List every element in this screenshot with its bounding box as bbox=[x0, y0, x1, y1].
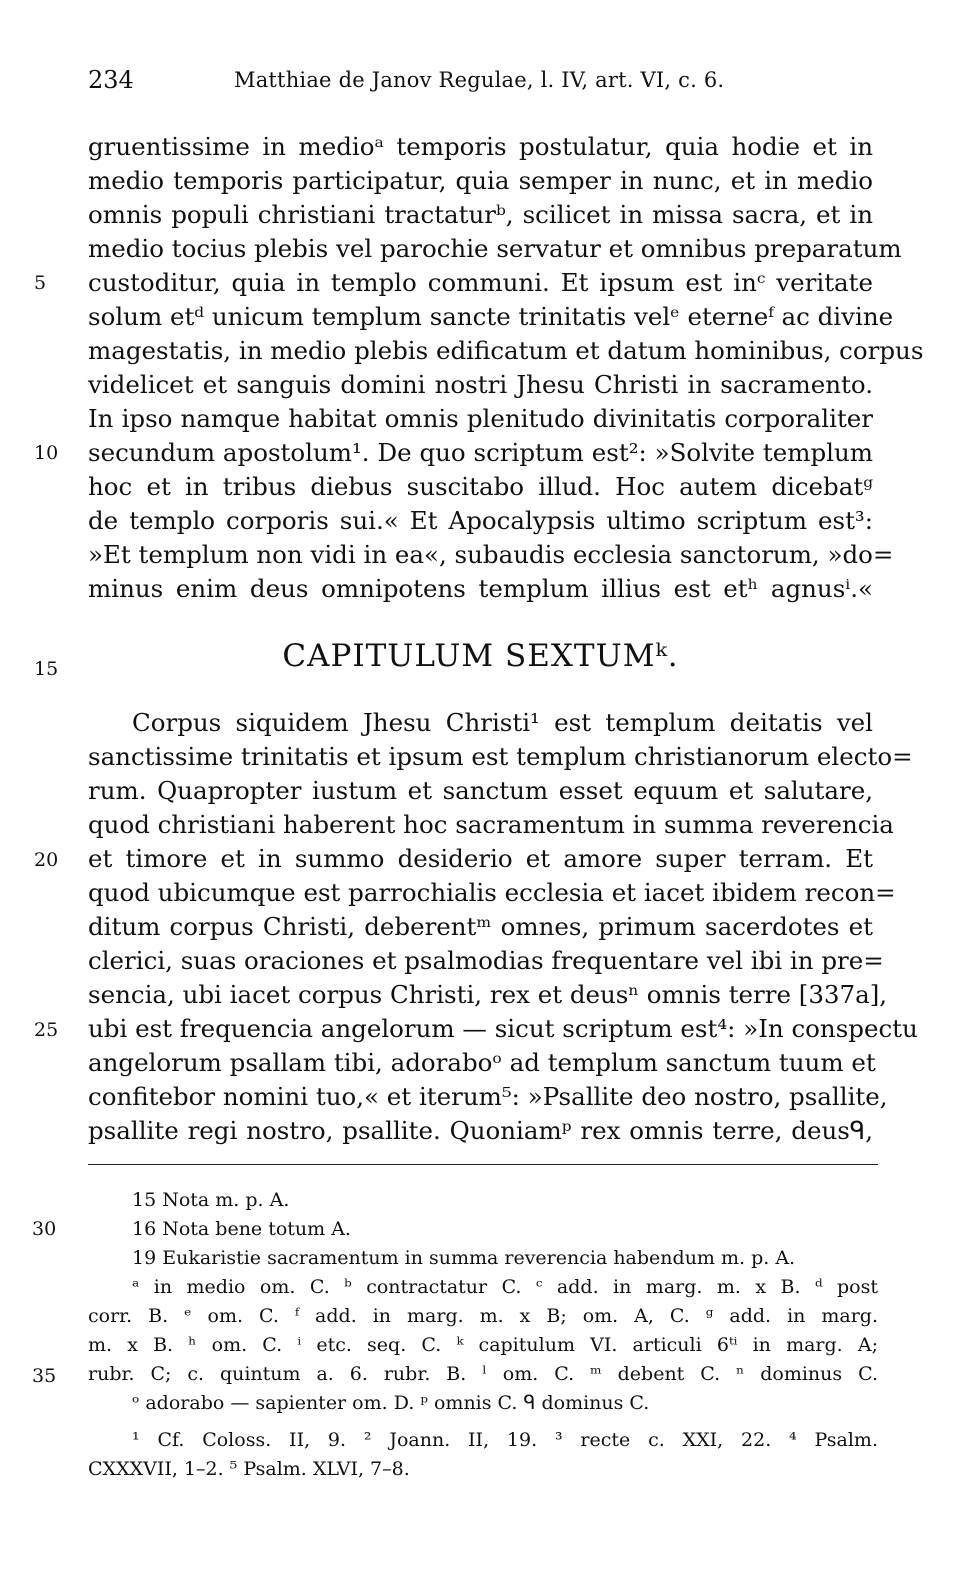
text-line: videlicet et sanguis domini nostri Jhesu Christi in sacramento. bbox=[88, 370, 873, 399]
main-text bbox=[88, 130, 924, 1148]
text-line: et timore et in summo desiderio et amore super terram. Et bbox=[88, 844, 873, 873]
line-number: 10 bbox=[34, 442, 59, 464]
text-line: rum. Quapropter iustum et sanctum esset equum et salutare, bbox=[88, 776, 873, 805]
text-line: gruentissime in medioᵃ temporis postulatur, quia hodie et in bbox=[88, 132, 873, 161]
text-line: de templo corporis sui.« Et Apocalypsis ultimo scriptum est³: bbox=[88, 506, 873, 535]
page-header bbox=[88, 66, 878, 106]
chapter-heading: CAPITULUM SEXTUMᵏ. bbox=[282, 638, 679, 674]
marginal-note: 15 Nota m. p. A. bbox=[132, 1189, 290, 1211]
footnote-line-number: 30 bbox=[32, 1218, 57, 1240]
text-line: In ipso namque habitat omnis plenitudo divinitatis corporaliter bbox=[88, 404, 873, 433]
line-number: 15 bbox=[34, 658, 59, 680]
marginal-note: 19 Eukaristie sacramentum in summa reverencia habendum m. p. A. bbox=[132, 1247, 796, 1269]
text-line: custoditur, quia in templo communi. Et ipsum est inᶜ veritate bbox=[88, 268, 873, 297]
critical-note: rubr. C; c. quintum a. 6. rubr. B. ˡ om. C. ᵐ debent C. ⁿ dominus C. bbox=[88, 1363, 878, 1385]
footnote-rule bbox=[88, 1164, 878, 1165]
text-line: sanctissime trinitatis et ipsum est templum christianorum electo= bbox=[88, 742, 913, 771]
text-line: clerici, suas oraciones et psalmodias frequentare vel ibi in pre= bbox=[88, 946, 884, 975]
text-line: secundum apostolum¹. De quo scriptum est²: »Solvite templum bbox=[88, 438, 873, 467]
text-line: quod ubicumque est parrochialis ecclesia et iacet ibidem recon= bbox=[88, 878, 896, 907]
critical-note: m. x B. ʰ om. C. ⁱ etc. seq. C. ᵏ capitulum VI. articuli 6ᵗⁱ in marg. A; bbox=[88, 1334, 878, 1356]
text-line: quod christiani haberent hoc sacramentum in summa reverencia bbox=[88, 810, 894, 839]
text-line: ubi est frequencia angelorum — sicut scriptum est⁴: »In conspectu bbox=[88, 1014, 918, 1043]
footnote-line-number: 35 bbox=[32, 1365, 57, 1387]
text-line: ditum corpus Christi, deberentᵐ omnes, primum sacerdotes et bbox=[88, 912, 873, 941]
critical-note: ᵒ adorabo — sapienter om. D. ᵖ omnis C. ᑫ dominus C. bbox=[132, 1392, 650, 1414]
line-number: 5 bbox=[34, 272, 47, 294]
source-note: ¹ Cf. Coloss. II, 9. ² Joann. II, 19. ³ recte c. XXI, 22. ⁴ Psalm. bbox=[132, 1429, 878, 1451]
text-line: medio temporis participatur, quia semper in nunc, et in medio bbox=[88, 166, 873, 195]
text-line: »Et templum non vidi in ea«, subaudis ecclesia sanctorum, »do= bbox=[88, 540, 894, 569]
text-line: omnis populi christiani tractaturᵇ, scilicet in missa sacra, et in bbox=[88, 200, 873, 229]
text-line: magestatis, in medio plebis edificatum et datum hominibus, corpus bbox=[88, 336, 924, 365]
text-line: hoc et in tribus diebus suscitabo illud. Hoc autem dicebatᵍ bbox=[88, 472, 873, 501]
critical-note: corr. B. ᵉ om. C. ᶠ add. in marg. m. x B; om. A, C. ᵍ add. in marg. bbox=[88, 1305, 878, 1327]
text-line: medio tocius plebis vel parochie servatur et omnibus preparatum bbox=[88, 234, 902, 263]
marginal-note: 16 Nota bene totum A. bbox=[132, 1218, 351, 1240]
footnotes bbox=[88, 1186, 878, 1484]
critical-note: ᵃ in medio om. C. ᵇ contractatur C. ᶜ add. in marg. m. x B. ᵈ post bbox=[132, 1276, 878, 1298]
line-number: 25 bbox=[34, 1019, 59, 1041]
page-number: 234 bbox=[88, 66, 134, 94]
text-line: psallite regi nostro, psallite. Quoniamᵖ rex omnis terre, deusᑫ, bbox=[88, 1116, 873, 1145]
text-line: solum etᵈ unicum templum sancte trinitatis velᵉ eterneᶠ ac divine bbox=[88, 302, 894, 331]
text-line: minus enim deus omnipotens templum illius est etʰ agnusⁱ.« bbox=[88, 574, 873, 603]
source-note: CXXXVII, 1–2. ⁵ Psalm. XLVI, 7–8. bbox=[88, 1458, 410, 1480]
text-line: Corpus siquidem Jhesu Christi¹ est templum deitatis vel bbox=[132, 708, 873, 737]
text-line: angelorum psallam tibi, adoraboᵒ ad templum sanctum tuum et bbox=[88, 1048, 876, 1077]
line-number: 20 bbox=[34, 849, 59, 871]
text-line: sencia, ubi iacet corpus Christi, rex et deusⁿ omnis terre [337a], bbox=[88, 980, 888, 1009]
text-line: confitebor nomini tuo,« et iterum⁵: »Psallite deo nostro, psallite, bbox=[88, 1082, 888, 1111]
running-title: Matthiae de Janov Regulae, l. IV, art. VI, c. 6. bbox=[234, 68, 725, 92]
